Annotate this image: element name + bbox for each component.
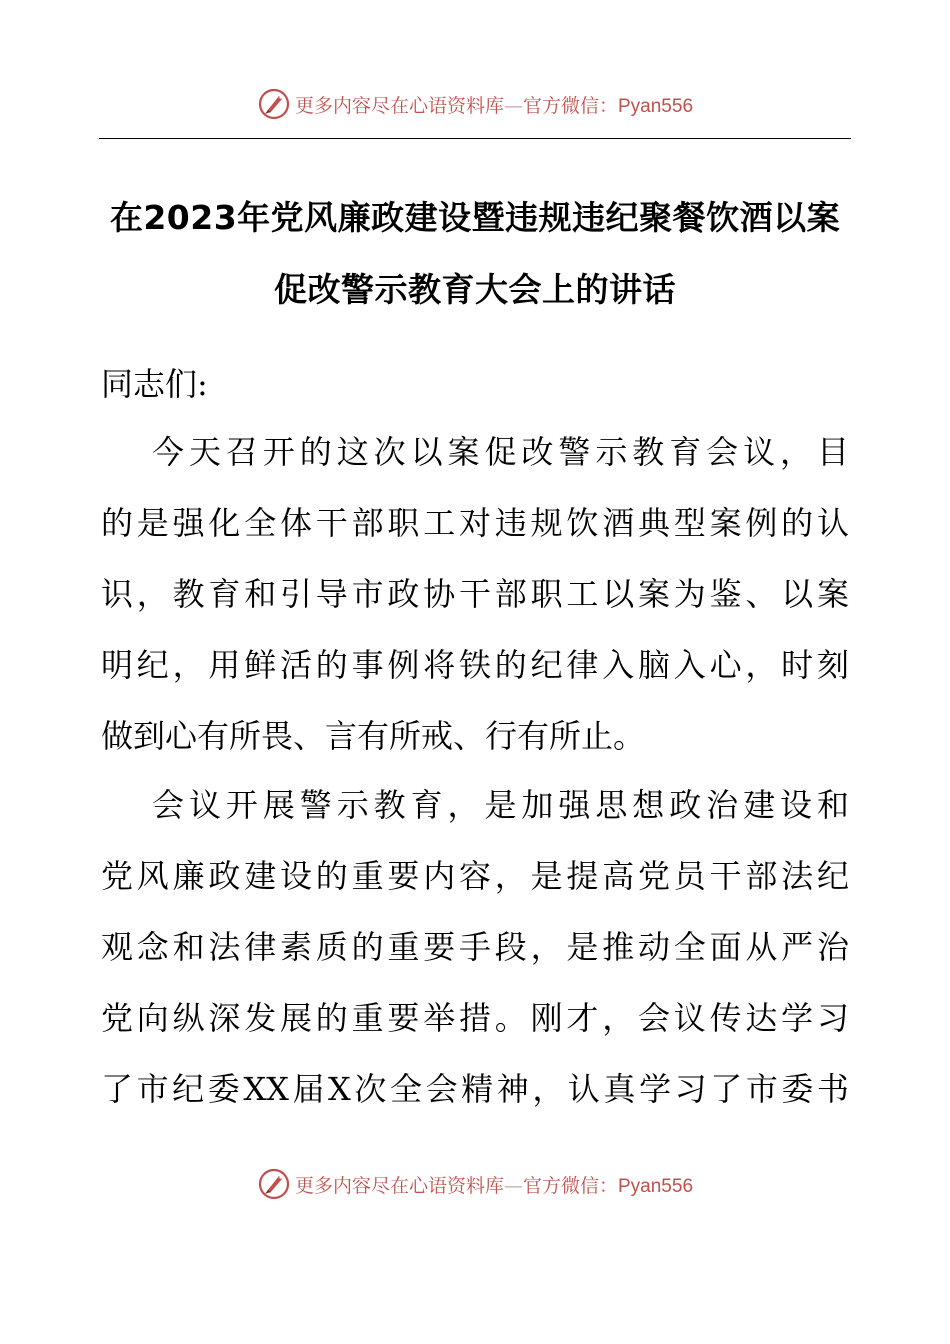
paragraph-2-line-2: 党风廉政建设的重要内容，是提高党员干部法纪 [101, 857, 849, 895]
paragraph-2-line-3: 观念和法律素质的重要手段，是推动全面从严治 [101, 928, 849, 966]
paragraph-1-line-1: 今天召开的这次以案促改警示教育会议，目 [152, 433, 849, 471]
pen-nib-logo-icon [257, 87, 291, 121]
watermark-main-text: 更多内容尽在心语资料库 [294, 1174, 504, 1197]
document-title-line-2: 促改警示教育大会上的讲话 [274, 270, 676, 309]
pen-nib-logo-icon [257, 1167, 291, 1201]
watermark-main-text: 更多内容尽在心语资料库 [294, 94, 504, 117]
paragraph-1-line-3: 识，教育和引导市政协干部职工以案为鉴、以案 [101, 575, 849, 613]
watermark-wechat-id: Pyan556 [618, 95, 694, 117]
watermark-wechat-id: Pyan556 [618, 1175, 694, 1197]
watermark-wechat-label: 官方微信： [522, 1174, 618, 1197]
watermark-separator: — [503, 94, 523, 117]
salutation: 同志们: [101, 365, 208, 403]
footer-watermark [0, 1164, 950, 1204]
paragraph-1-line-2: 的是强化全体干部职工对违规饮酒典型案例的认 [101, 504, 849, 542]
paragraph-2-line-5: 了市纪委XX届X次全会精神，认真学习了市委书 [101, 1070, 849, 1108]
paragraph-1-line-4: 明纪，用鲜活的事例将铁的纪律入脑入心，时刻 [101, 646, 849, 684]
document-title-line-1: 在2023年党风廉政建设暨违规违纪聚餐饮酒以案 [109, 198, 841, 237]
header-divider [99, 138, 851, 139]
watermark-wechat-label: 官方微信： [522, 94, 618, 117]
paragraph-2-line-1: 会议开展警示教育，是加强思想政治建设和 [152, 786, 849, 824]
header-watermark [0, 84, 950, 124]
paragraph-2-line-4: 党向纵深发展的重要举措。刚才，会议传达学习 [101, 999, 849, 1037]
paragraph-1-line-5: 做到心有所畏、言有所戒、行有所止。 [101, 717, 646, 755]
watermark-separator: — [503, 1174, 523, 1197]
